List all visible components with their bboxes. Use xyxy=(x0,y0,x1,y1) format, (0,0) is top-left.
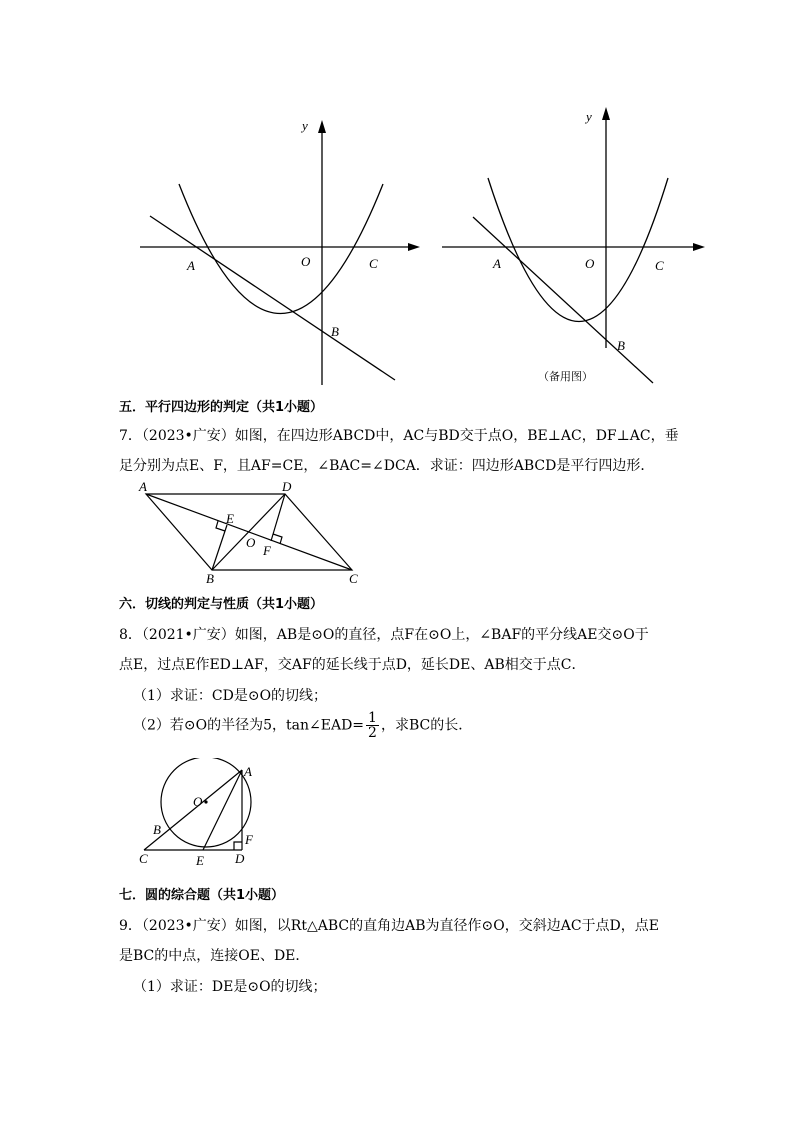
point-d-label: D xyxy=(282,479,292,494)
point-c-label: C xyxy=(349,571,358,586)
line-ca xyxy=(144,770,242,850)
q8-part-2 xyxy=(133,711,472,740)
y-axis-arrow xyxy=(318,120,326,133)
right-angle-mark-d xyxy=(234,842,242,850)
point-o-label: O xyxy=(193,794,203,809)
line-ab xyxy=(150,216,395,380)
point-f-label: F xyxy=(245,832,253,847)
fraction-denominator: 2 xyxy=(368,725,377,741)
q8-line-2: 点E，过点E作ED⊥AF，交AF的延长线于点D，延长DE、AB相交于点C． xyxy=(119,657,586,673)
center-point-o xyxy=(204,800,207,803)
q9-line-2: 是BC的中点，连接OE、DE． xyxy=(119,948,310,964)
q8-part-2-text-after: ，求BC的长． xyxy=(380,717,473,734)
y-axis-label: y xyxy=(302,118,308,133)
fraction-one-half xyxy=(366,711,379,740)
point-c-label: C xyxy=(369,256,378,271)
parabola-curve xyxy=(179,184,383,314)
section-heading-7: 七．圆的综合题（共1小题） xyxy=(119,888,285,903)
parabola-curve xyxy=(488,178,668,322)
x-axis-arrow xyxy=(693,243,705,251)
x-axis-arrow xyxy=(408,243,420,251)
point-e-label: E xyxy=(196,853,204,868)
point-a-label: A xyxy=(187,258,195,273)
point-c-label: C xyxy=(655,258,664,273)
point-c-label: C xyxy=(139,851,148,866)
point-f-label: F xyxy=(263,543,271,558)
point-e-label: E xyxy=(226,511,234,526)
point-b-label: B xyxy=(331,324,339,339)
point-o-label: O xyxy=(246,535,256,550)
quadrilateral-figure xyxy=(130,478,370,588)
q7-line-1: 7．（2023•广安）如图，在四边形ABCD中，AC与BD交于点O，BE⊥AC，DF⊥AC，垂 xyxy=(119,428,679,444)
point-b-label: B xyxy=(153,822,161,837)
circle-tangent-figure xyxy=(130,758,270,873)
origin-label: O xyxy=(301,254,311,269)
section-heading-5: 五．平行四边形的判定（共1小题） xyxy=(119,400,324,415)
fraction-numerator: 1 xyxy=(368,710,377,726)
parabola-figure-main xyxy=(130,108,430,393)
point-a-label: A xyxy=(493,256,501,271)
section-heading-6: 六．切线的判定与性质（共1小题） xyxy=(119,597,324,612)
point-d-label: D xyxy=(235,851,245,866)
segment-be xyxy=(212,525,227,570)
q7-line-2: 足分别为点E、F，且AF=CE，∠BAC=∠DCA．求证：四边形ABCD是平行四边形． xyxy=(119,458,655,474)
y-axis-label: y xyxy=(586,109,592,124)
origin-label: O xyxy=(585,256,595,271)
point-b-label: B xyxy=(617,338,625,353)
q8-part-1: （1）求证：CD是⊙O的切线； xyxy=(133,688,328,704)
point-b-label: B xyxy=(206,571,214,586)
q8-part-2-text-before: （2）若⊙O的半径为5，tan∠EAD= xyxy=(133,717,365,734)
point-a-label: A xyxy=(244,764,252,779)
segment-ae xyxy=(203,770,242,850)
line-ab xyxy=(473,217,653,383)
q9-part-1: （1）求证：DE是⊙O的切线； xyxy=(133,979,327,995)
q9-line-1: 9．（2023•广安）如图，以Rt△ABC的直角边AB为直径作⊙O，交斜边AC于点D，点E xyxy=(119,918,659,934)
q8-line-1: 8．（2021•广安）如图，AB是⊙O的直径，点F在⊙O上，∠BAF的平分线AE交⊙O于 xyxy=(119,627,649,643)
spare-figure-caption: （备用图） xyxy=(538,371,593,383)
parabola-figure-spare xyxy=(435,100,715,390)
point-a-label: A xyxy=(139,479,147,494)
y-axis-arrow xyxy=(602,107,610,120)
